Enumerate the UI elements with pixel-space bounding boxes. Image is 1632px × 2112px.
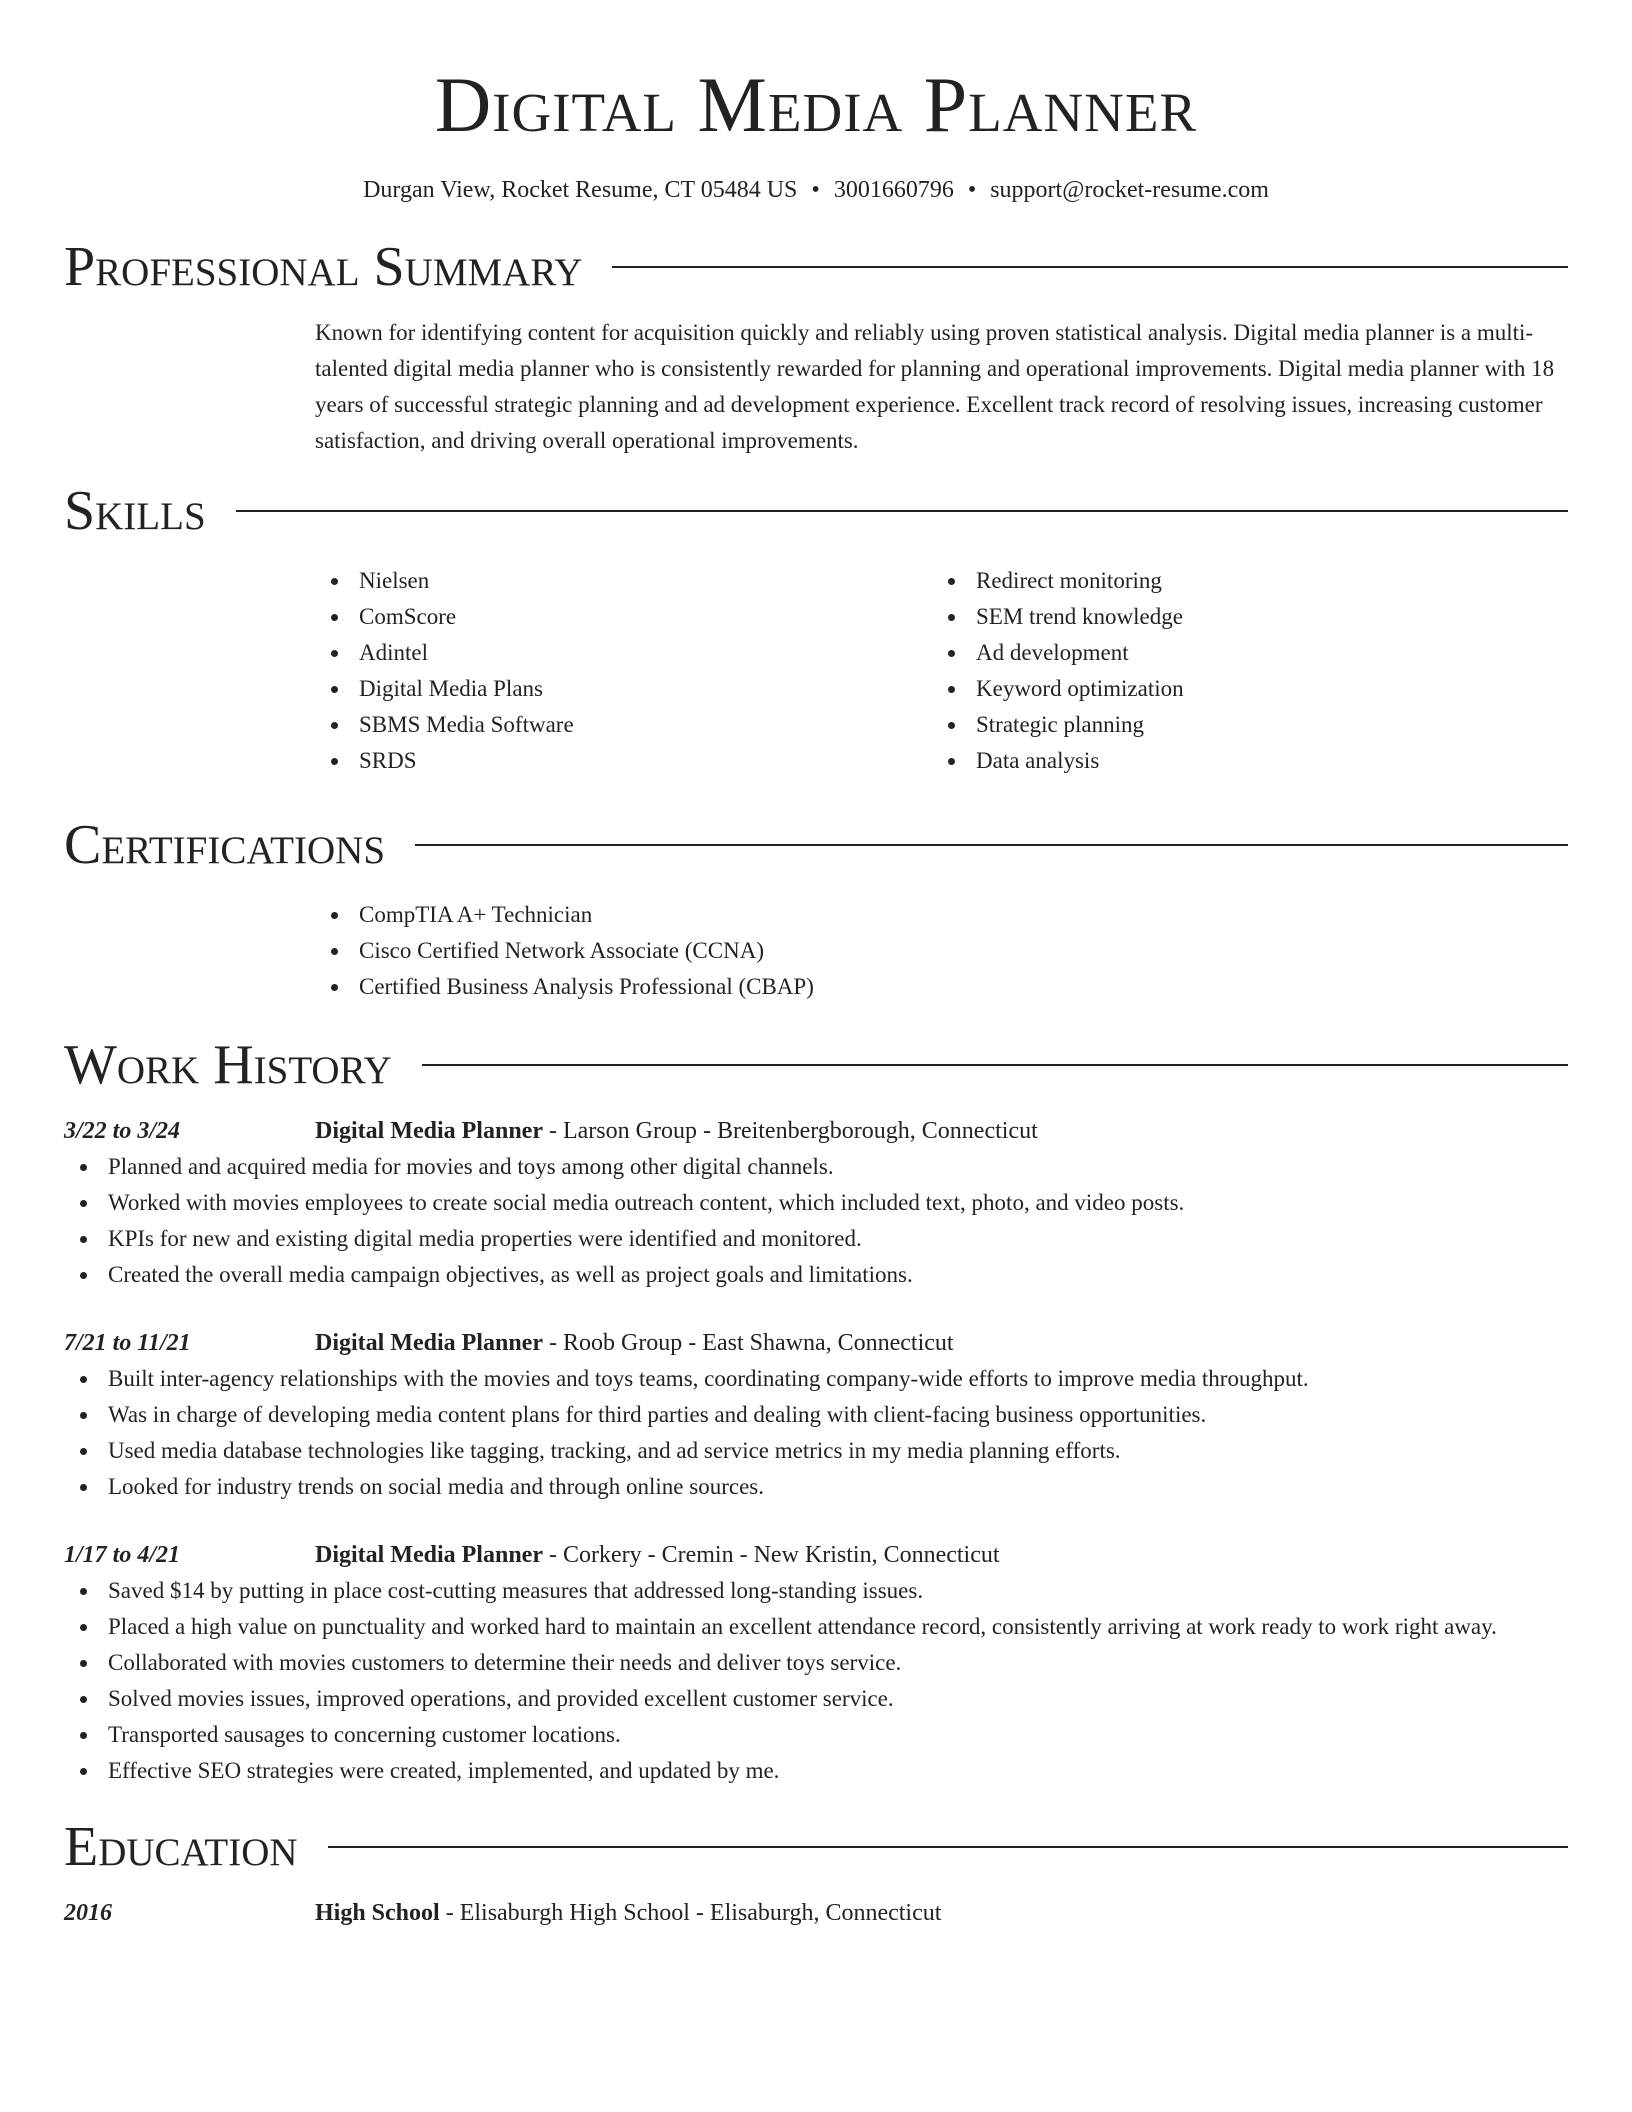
certification-item: Cisco Certified Network Associate (CCNA) bbox=[315, 933, 1568, 969]
contact-separator: • bbox=[967, 177, 977, 203]
job-bullet: Planned and acquired media for movies and toys among other digital channels. bbox=[64, 1149, 1568, 1185]
contact-line bbox=[64, 175, 1568, 205]
job-details: - Corkery - Cremin - New Kristin, Connecticut bbox=[542, 1542, 1000, 1568]
education-entry bbox=[64, 1895, 1568, 1931]
job-bullet: KPIs for new and existing digital media properties were identified and monitored. bbox=[64, 1221, 1568, 1257]
job-bullets bbox=[64, 1573, 1568, 1789]
job-title: Digital Media Planner bbox=[315, 1542, 543, 1568]
summary-text: Known for identifying content for acquisition quickly and reliably using proven statistical analysis. Digital media planner is a multi-talented digital media planner who is consistently rewarded for planning and operational improvements. Digital media planner with 18 years of successful strategic planning and ad development experience. Excellent track record of resolving issues, increasing customer satisfaction, and driving overall operational improvements. bbox=[315, 320, 1555, 453]
job-bullet: Created the overall media campaign objectives, as well as project goals and limitations. bbox=[64, 1257, 1568, 1293]
skill-item: Digital Media Plans bbox=[315, 671, 932, 707]
skills-list-left bbox=[315, 563, 932, 779]
job-details: - Roob Group - East Shawna, Connecticut bbox=[542, 1330, 954, 1356]
job-bullet: Solved movies issues, improved operations, and provided excellent customer service. bbox=[64, 1681, 1568, 1717]
job-dates: 7/21 to 11/21 bbox=[64, 1330, 191, 1356]
work-history-section bbox=[64, 1033, 1568, 1789]
skill-item: ComScore bbox=[315, 599, 932, 635]
job-bullet: Looked for industry trends on social media and through online sources. bbox=[64, 1469, 1568, 1505]
job-title: Digital Media Planner bbox=[315, 1330, 543, 1356]
job-bullet: Worked with movies employees to create social media outreach content, which included text, photo, and video posts. bbox=[64, 1185, 1568, 1221]
job-bullet: Collaborated with movies customers to determine their needs and deliver toys service. bbox=[64, 1645, 1568, 1681]
contact-phone: 3001660796 bbox=[833, 177, 954, 203]
skill-item: Ad development bbox=[932, 635, 1549, 671]
contact-email: support@rocket-resume.com bbox=[990, 177, 1269, 203]
skill-item: Adintel bbox=[315, 635, 932, 671]
skills-heading: Skills bbox=[64, 480, 206, 542]
job-bullet: Placed a high value on punctuality and worked hard to maintain an excellent attendance record, consistently arriving at work ready to work right away. bbox=[64, 1609, 1568, 1645]
summary-header bbox=[64, 235, 1568, 299]
section-divider bbox=[415, 844, 1568, 846]
job-bullet: Transported sausages to concerning customer locations. bbox=[64, 1717, 1568, 1753]
job-bullet: Built inter-agency relationships with the movies and toys teams, coordinating company-wide efforts to improve media throughput. bbox=[64, 1361, 1568, 1397]
section-divider bbox=[612, 266, 1568, 268]
job-entry bbox=[64, 1113, 1568, 1293]
job-bullet: Effective SEO strategies were created, implemented, and updated by me. bbox=[64, 1753, 1568, 1789]
job-bullets bbox=[64, 1361, 1568, 1505]
skill-item: SEM trend knowledge bbox=[932, 599, 1549, 635]
job-heading bbox=[315, 1325, 954, 1361]
work-history-header bbox=[64, 1033, 1568, 1097]
skill-item: SBMS Media Software bbox=[315, 707, 932, 743]
education-heading-line bbox=[315, 1895, 941, 1931]
job-header bbox=[64, 1537, 1568, 1573]
job-details: - Larson Group - Breitenbergborough, Connecticut bbox=[542, 1118, 1038, 1144]
skill-item: Data analysis bbox=[932, 743, 1549, 779]
education-heading: Education bbox=[64, 1816, 298, 1878]
section-divider bbox=[328, 1846, 1568, 1848]
job-title: Digital Media Planner bbox=[315, 1118, 543, 1144]
job-bullet: Used media database technologies like tagging, tracking, and ad service metrics in my media planning efforts. bbox=[64, 1433, 1568, 1469]
education-details: - Elisaburgh High School - Elisaburgh, Connecticut bbox=[439, 1900, 942, 1926]
education-year: 2016 bbox=[64, 1900, 112, 1926]
skill-item: Strategic planning bbox=[932, 707, 1549, 743]
education-degree: High School bbox=[315, 1900, 440, 1926]
job-bullets bbox=[64, 1149, 1568, 1293]
skill-item: Redirect monitoring bbox=[932, 563, 1549, 599]
certification-item: Certified Business Analysis Professional (CBAP) bbox=[315, 969, 1568, 1005]
summary-heading: Professional Summary bbox=[64, 236, 583, 298]
certifications-header bbox=[64, 813, 1568, 877]
job-entry bbox=[64, 1325, 1568, 1505]
skill-item: Nielsen bbox=[315, 563, 932, 599]
job-dates: 3/22 to 3/24 bbox=[64, 1118, 181, 1144]
job-bullet: Was in charge of developing media content plans for third parties and dealing with client-facing business opportunities. bbox=[64, 1397, 1568, 1433]
summary-body bbox=[315, 315, 1568, 459]
education-header bbox=[64, 1815, 1568, 1879]
job-dates: 1/17 to 4/21 bbox=[64, 1542, 181, 1568]
job-bullet: Saved $14 by putting in place cost-cutting measures that addressed long-standing issues. bbox=[64, 1573, 1568, 1609]
contact-separator: • bbox=[811, 177, 820, 203]
resume-title: Digital Media Planner bbox=[434, 61, 1198, 148]
certifications-body bbox=[315, 897, 1568, 1005]
skills-grid bbox=[315, 563, 1568, 779]
job-heading bbox=[315, 1537, 1000, 1573]
skills-header bbox=[64, 479, 1568, 543]
section-divider bbox=[236, 510, 1568, 512]
section-divider bbox=[422, 1064, 1568, 1066]
certifications-heading: Certifications bbox=[64, 814, 386, 876]
job-entry bbox=[64, 1537, 1568, 1789]
skills-section bbox=[64, 479, 1568, 779]
contact-address: Durgan View, Rocket Resume, CT 05484 US bbox=[363, 177, 798, 203]
certifications-section bbox=[64, 813, 1568, 1005]
job-heading bbox=[315, 1113, 1038, 1149]
education-section bbox=[64, 1815, 1568, 1931]
summary-section bbox=[64, 235, 1568, 459]
job-header bbox=[64, 1113, 1568, 1149]
skill-item: SRDS bbox=[315, 743, 932, 779]
work-history-heading: Work History bbox=[64, 1034, 392, 1096]
certifications-list bbox=[315, 897, 1568, 1005]
skills-list-right bbox=[932, 563, 1549, 779]
certification-item: CompTIA A+ Technician bbox=[315, 897, 1568, 933]
skill-item: Keyword optimization bbox=[932, 671, 1549, 707]
job-header bbox=[64, 1325, 1568, 1361]
